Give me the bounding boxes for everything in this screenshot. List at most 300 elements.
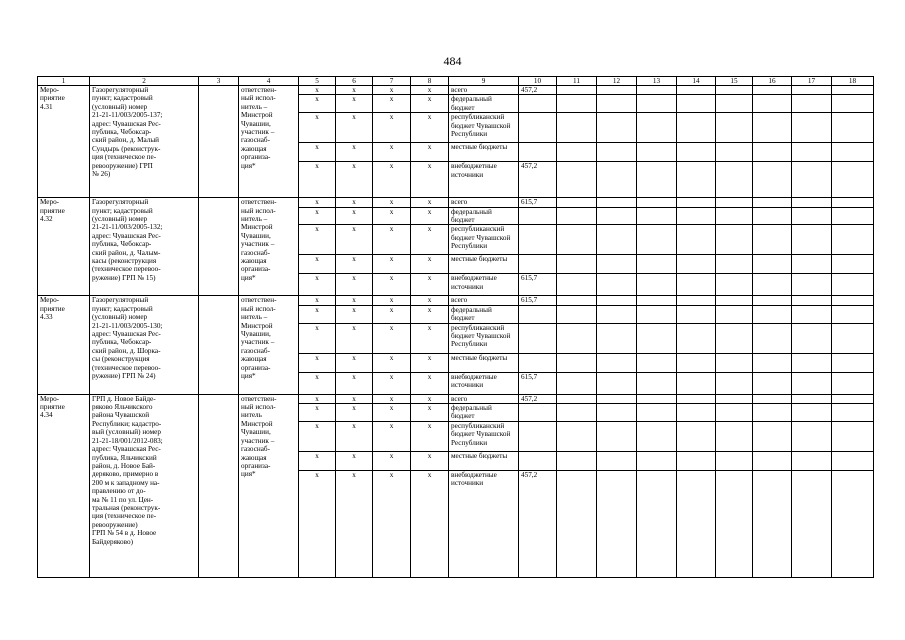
year-amount-cell (753, 86, 792, 95)
responsible-cell (239, 296, 299, 394)
mark-cell: х (336, 305, 373, 323)
funding-source-cell: местные бюджеты (449, 143, 519, 162)
year-amount-cell (557, 162, 597, 198)
funding-source-cell: республиканский бюджет Чувашской Республики (449, 323, 519, 353)
year-amount-cell (792, 394, 832, 403)
year-amount-cell (716, 113, 753, 143)
amount-cell: 457,2 (519, 86, 557, 95)
year-amount-cell (832, 274, 874, 296)
responsible-cell (239, 394, 299, 577)
responsible-line: нитель – (241, 313, 268, 322)
object-description-line: Республики; кадастро- (92, 419, 162, 428)
object-description-line: (техническое перевоо- (92, 363, 161, 372)
object-description-line: (условный) номер (92, 313, 148, 322)
mark-cell: х (373, 162, 411, 198)
year-amount-cell (677, 198, 716, 207)
year-amount-cell (677, 225, 716, 255)
amount-cell (519, 323, 557, 353)
year-amount-cell (716, 394, 753, 403)
year-amount-cell (637, 207, 677, 225)
funding-source-cell: республиканский бюджет Чувашской Республики (449, 225, 519, 255)
year-amount-cell (716, 162, 753, 198)
mark-cell: х (411, 255, 449, 274)
funding-source-cell: местные бюджеты (449, 451, 519, 470)
year-amount-cell (753, 274, 792, 296)
measure-id-line: Меро- (40, 296, 60, 305)
year-amount-cell (597, 372, 637, 394)
object-description-line: ружение) ГРП № 15) (92, 273, 156, 282)
year-amount-cell (716, 225, 753, 255)
year-amount-cell (832, 113, 874, 143)
object-description-line: пункт; кадастровый (92, 94, 153, 103)
mark-cell: х (299, 305, 336, 323)
year-amount-cell (557, 95, 597, 113)
amount-cell: 457,2 (519, 394, 557, 403)
mark-cell: х (373, 225, 411, 255)
funding-source-cell: внебюджетные источники (449, 372, 519, 394)
responsible-line: Чувашии, (241, 330, 271, 339)
year-amount-cell (753, 372, 792, 394)
year-amount-cell (557, 404, 597, 422)
year-amount-cell (832, 255, 874, 274)
funding-source-cell: всего (449, 198, 519, 207)
year-amount-cell (716, 372, 753, 394)
mark-cell: х (336, 255, 373, 274)
year-amount-cell (677, 353, 716, 372)
page-number: 484 (443, 54, 462, 68)
year-amount-cell (677, 305, 716, 323)
object-description-line: ГРП № 54 в д. Новое (92, 529, 157, 538)
year-amount-cell (677, 296, 716, 305)
amount-cell (519, 95, 557, 113)
year-amount-cell (792, 451, 832, 470)
mark-cell: х (299, 207, 336, 225)
year-amount-cell (637, 95, 677, 113)
year-amount-cell (677, 207, 716, 225)
amount-cell (519, 353, 557, 372)
empty-cell (199, 394, 239, 577)
year-amount-cell (792, 162, 832, 198)
year-amount-cell (637, 143, 677, 162)
object-description-line: ция (техническое пе- (92, 512, 157, 521)
funding-source-cell: всего (449, 394, 519, 403)
object-description-line: (техническое перевоо- (92, 265, 161, 274)
mark-cell: х (411, 470, 449, 577)
year-amount-cell (832, 394, 874, 403)
year-amount-cell (677, 255, 716, 274)
mark-cell: х (411, 404, 449, 422)
responsible-line: Минстрой (241, 223, 273, 232)
mark-cell: х (299, 143, 336, 162)
year-amount-cell (597, 198, 637, 207)
mark-cell: х (411, 296, 449, 305)
mark-cell: х (299, 86, 336, 95)
amount-cell (519, 143, 557, 162)
year-amount-cell (716, 86, 753, 95)
amount-cell (519, 113, 557, 143)
year-amount-cell (557, 372, 597, 394)
year-amount-cell (832, 470, 874, 577)
header-cell: 16 (753, 77, 792, 86)
year-amount-cell (597, 207, 637, 225)
year-amount-cell (792, 86, 832, 95)
year-amount-cell (792, 470, 832, 577)
responsible-cell (239, 198, 299, 296)
year-amount-cell (792, 404, 832, 422)
responsible-line: участник – (241, 338, 275, 347)
funding-source-cell: федеральный бюджет (449, 305, 519, 323)
responsible-line: ный испол- (241, 403, 276, 412)
object-description-line: Газорегуляторный (92, 86, 149, 94)
year-amount-cell (753, 162, 792, 198)
mark-cell: х (411, 372, 449, 394)
year-amount-cell (597, 353, 637, 372)
mark-cell: х (373, 207, 411, 225)
year-amount-cell (597, 470, 637, 577)
year-amount-cell (597, 274, 637, 296)
mark-cell: х (373, 323, 411, 353)
year-amount-cell (557, 470, 597, 577)
mark-cell: х (299, 353, 336, 372)
measure-id-line: 4.31 (40, 102, 53, 111)
year-amount-cell (637, 255, 677, 274)
funding-source-cell: внебюджетные источники (449, 162, 519, 198)
header-cell: 15 (716, 77, 753, 86)
mark-cell: х (299, 255, 336, 274)
mark-cell: х (373, 404, 411, 422)
object-description-line: пункт; кадастровый (92, 206, 153, 215)
object-description-line: 21-21-11/003/2005-132; (92, 223, 163, 232)
object-description-cell (90, 86, 199, 198)
funding-source-cell: всего (449, 86, 519, 95)
year-amount-cell (753, 143, 792, 162)
year-amount-cell (716, 305, 753, 323)
responsible-line: ответствен- (241, 296, 277, 305)
year-amount-cell (637, 353, 677, 372)
object-description-line: района Чувашской (92, 411, 150, 420)
year-amount-cell (637, 470, 677, 577)
year-amount-cell (832, 143, 874, 162)
year-amount-cell (677, 394, 716, 403)
header-cell: 7 (373, 77, 411, 86)
year-amount-cell (716, 323, 753, 353)
mark-cell: х (373, 143, 411, 162)
year-amount-cell (597, 225, 637, 255)
amount-cell (519, 404, 557, 422)
measure-id-line: Меро- (40, 394, 60, 403)
object-description-line: Сундырь (реконструк- (92, 144, 161, 153)
responsible-line: жающая (241, 355, 267, 364)
measure-id-line: 4.33 (40, 313, 53, 322)
year-amount-cell (597, 404, 637, 422)
year-amount-cell (557, 113, 597, 143)
year-amount-cell (677, 323, 716, 353)
funding-source-cell: республиканский бюджет Чувашской Республики (449, 421, 519, 451)
year-amount-cell (753, 404, 792, 422)
year-amount-cell (557, 323, 597, 353)
responsible-line: газоснаб- (241, 248, 270, 257)
measure-id-line: 4.32 (40, 215, 53, 224)
amount-cell (519, 255, 557, 274)
mark-cell: х (373, 198, 411, 207)
year-amount-cell (637, 305, 677, 323)
mark-cell: х (336, 207, 373, 225)
year-amount-cell (832, 198, 874, 207)
year-amount-cell (637, 274, 677, 296)
header-cell: 17 (792, 77, 832, 86)
mark-cell: х (373, 372, 411, 394)
header-cell: 4 (239, 77, 299, 86)
mark-cell: х (373, 353, 411, 372)
header-cell: 2 (90, 77, 199, 86)
year-amount-cell (677, 470, 716, 577)
header-cell: 8 (411, 77, 449, 86)
object-description-cell (90, 394, 199, 577)
year-amount-cell (597, 451, 637, 470)
year-amount-cell (832, 86, 874, 95)
year-amount-cell (716, 143, 753, 162)
funding-source-cell: республиканский бюджет Чувашской Республики (449, 113, 519, 143)
funding-source-cell: местные бюджеты (449, 255, 519, 274)
year-amount-cell (716, 404, 753, 422)
year-amount-cell (637, 421, 677, 451)
mark-cell: х (299, 225, 336, 255)
measure-id-line: Меро- (40, 198, 60, 207)
funding-source-cell: внебюджетные источники (449, 274, 519, 296)
mark-cell: х (373, 255, 411, 274)
year-amount-cell (753, 255, 792, 274)
amount-cell: 457,2 (519, 470, 557, 577)
header-cell: 5 (299, 77, 336, 86)
year-amount-cell (792, 305, 832, 323)
mark-cell: х (299, 274, 336, 296)
responsible-line: Чувашии, (241, 428, 271, 437)
year-amount-cell (716, 421, 753, 451)
year-amount-cell (677, 451, 716, 470)
responsible-line: участник – (241, 128, 275, 137)
year-amount-cell (557, 394, 597, 403)
object-description-line: 21-21-18/001/2012-083; (92, 436, 163, 445)
mark-cell: х (336, 372, 373, 394)
year-amount-cell (637, 404, 677, 422)
object-description-line: правлению от до- (92, 487, 146, 496)
year-amount-cell (637, 372, 677, 394)
object-description-cell (90, 198, 199, 296)
object-description-line: ция (техническое пе- (92, 153, 157, 162)
empty-cell (199, 86, 239, 198)
mark-cell: х (299, 404, 336, 422)
header-cell: 13 (637, 77, 677, 86)
object-description-line: деряково, примерно в (92, 470, 159, 479)
object-description-line: (условный) номер (92, 102, 148, 111)
mark-cell: х (411, 207, 449, 225)
amount-cell (519, 421, 557, 451)
mark-cell: х (373, 296, 411, 305)
year-amount-cell (637, 323, 677, 353)
year-amount-cell (557, 198, 597, 207)
header-cell: 1 (38, 77, 90, 86)
header-cell: 10 (519, 77, 557, 86)
year-amount-cell (677, 95, 716, 113)
year-amount-cell (753, 95, 792, 113)
object-description-line: касы (реконструкция (92, 257, 157, 266)
year-amount-cell (557, 207, 597, 225)
object-description-line: 200 м к западному на- (92, 478, 160, 487)
year-amount-cell (753, 394, 792, 403)
year-amount-cell (832, 305, 874, 323)
responsible-line: участник – (241, 436, 275, 445)
mark-cell: х (373, 394, 411, 403)
responsible-line: жающая (241, 453, 267, 462)
measure-id-cell (38, 198, 90, 296)
object-description-line: вый (условный) номер (92, 428, 161, 437)
year-amount-cell (597, 86, 637, 95)
year-amount-cell (557, 421, 597, 451)
year-amount-cell (753, 207, 792, 225)
year-amount-cell (557, 255, 597, 274)
mark-cell: х (373, 274, 411, 296)
year-amount-cell (597, 421, 637, 451)
measure-id-line: приятие (40, 206, 65, 215)
responsible-line: организа- (241, 153, 271, 162)
amount-cell: 615,7 (519, 372, 557, 394)
year-amount-cell (637, 394, 677, 403)
funding-source-cell: федеральный бюджет (449, 207, 519, 225)
responsible-line: Чувашии, (241, 119, 271, 128)
mark-cell: х (299, 113, 336, 143)
mark-cell: х (336, 95, 373, 113)
year-amount-cell (792, 207, 832, 225)
header-cell: 18 (832, 77, 874, 86)
mark-cell: х (373, 95, 411, 113)
mark-cell: х (411, 305, 449, 323)
year-amount-cell (792, 323, 832, 353)
year-amount-cell (637, 225, 677, 255)
measure-id-line: приятие (40, 304, 65, 313)
year-amount-cell (557, 225, 597, 255)
amount-cell (519, 207, 557, 225)
mark-cell: х (373, 305, 411, 323)
mark-cell: х (411, 421, 449, 451)
year-amount-cell (792, 113, 832, 143)
mark-cell: х (299, 451, 336, 470)
mark-cell: х (336, 296, 373, 305)
mark-cell: х (299, 296, 336, 305)
year-amount-cell (716, 353, 753, 372)
year-amount-cell (637, 198, 677, 207)
object-description-line: публика, Чебоксар- (92, 128, 152, 137)
mark-cell: х (411, 394, 449, 403)
header-row (38, 77, 874, 86)
year-amount-cell (557, 86, 597, 95)
measure-id-cell (38, 296, 90, 394)
year-amount-cell (637, 113, 677, 143)
funding-source-cell: внебюджетные источники (449, 470, 519, 577)
responsible-line: ция* (241, 372, 256, 381)
responsible-line: участник – (241, 240, 275, 249)
mark-cell: х (411, 113, 449, 143)
measures-table (37, 76, 874, 578)
mark-cell: х (336, 323, 373, 353)
header-cell: 9 (449, 77, 519, 86)
mark-cell: х (336, 394, 373, 403)
year-amount-cell (597, 305, 637, 323)
year-amount-cell (792, 353, 832, 372)
object-description-line: адрес: Чувашская Рес- (92, 330, 161, 339)
funding-source-cell: всего (449, 296, 519, 305)
year-amount-cell (792, 225, 832, 255)
mark-cell: х (336, 451, 373, 470)
mark-cell: х (299, 372, 336, 394)
year-amount-cell (832, 225, 874, 255)
year-amount-cell (832, 372, 874, 394)
object-description-line: адрес: Чувашская Рес- (92, 119, 161, 128)
year-amount-cell (716, 451, 753, 470)
mark-cell: х (411, 143, 449, 162)
year-amount-cell (557, 143, 597, 162)
object-description-line: район, д. Новое Бай- (92, 461, 156, 470)
responsible-line: нитель (241, 411, 262, 420)
year-amount-cell (557, 451, 597, 470)
year-amount-cell (597, 323, 637, 353)
measure-id-cell (38, 394, 90, 577)
object-description-line: Байдеряково) (92, 537, 133, 546)
mark-cell: х (411, 95, 449, 113)
year-amount-cell (792, 143, 832, 162)
responsible-line: газоснаб- (241, 445, 270, 454)
object-description-line: ма № 11 по ул. Цен- (92, 495, 154, 504)
mark-cell: х (373, 113, 411, 143)
year-amount-cell (832, 421, 874, 451)
responsible-line: организа- (241, 363, 271, 372)
object-description-line: сы (реконструкция (92, 355, 150, 364)
year-amount-cell (677, 113, 716, 143)
year-amount-cell (716, 95, 753, 113)
object-description-line: ревооружение) (92, 520, 138, 529)
object-description-cell (90, 296, 199, 394)
object-description-line: 21-21-11/003/2005-137; (92, 111, 163, 120)
responsible-line: нитель – (241, 102, 268, 111)
responsible-line: газоснаб- (241, 136, 270, 145)
funding-source-cell: федеральный бюджет (449, 404, 519, 422)
year-amount-cell (716, 470, 753, 577)
mark-cell: х (411, 225, 449, 255)
year-amount-cell (716, 274, 753, 296)
year-amount-cell (753, 470, 792, 577)
year-amount-cell (597, 95, 637, 113)
mark-cell: х (411, 274, 449, 296)
responsible-line: организа- (241, 265, 271, 274)
year-amount-cell (557, 296, 597, 305)
year-amount-cell (753, 353, 792, 372)
year-amount-cell (637, 451, 677, 470)
year-amount-cell (716, 198, 753, 207)
responsible-cell (239, 86, 299, 198)
mark-cell: х (373, 86, 411, 95)
amount-cell: 615,7 (519, 198, 557, 207)
empty-cell (199, 198, 239, 296)
object-description-line: № 26) (92, 170, 111, 179)
year-amount-cell (792, 255, 832, 274)
mark-cell: х (299, 95, 336, 113)
year-amount-cell (677, 372, 716, 394)
year-amount-cell (597, 162, 637, 198)
mark-cell: х (411, 198, 449, 207)
mark-cell: х (411, 451, 449, 470)
year-amount-cell (753, 225, 792, 255)
funding-source-cell: местные бюджеты (449, 353, 519, 372)
object-description-line: адрес: Чувашская Рес- (92, 231, 161, 240)
